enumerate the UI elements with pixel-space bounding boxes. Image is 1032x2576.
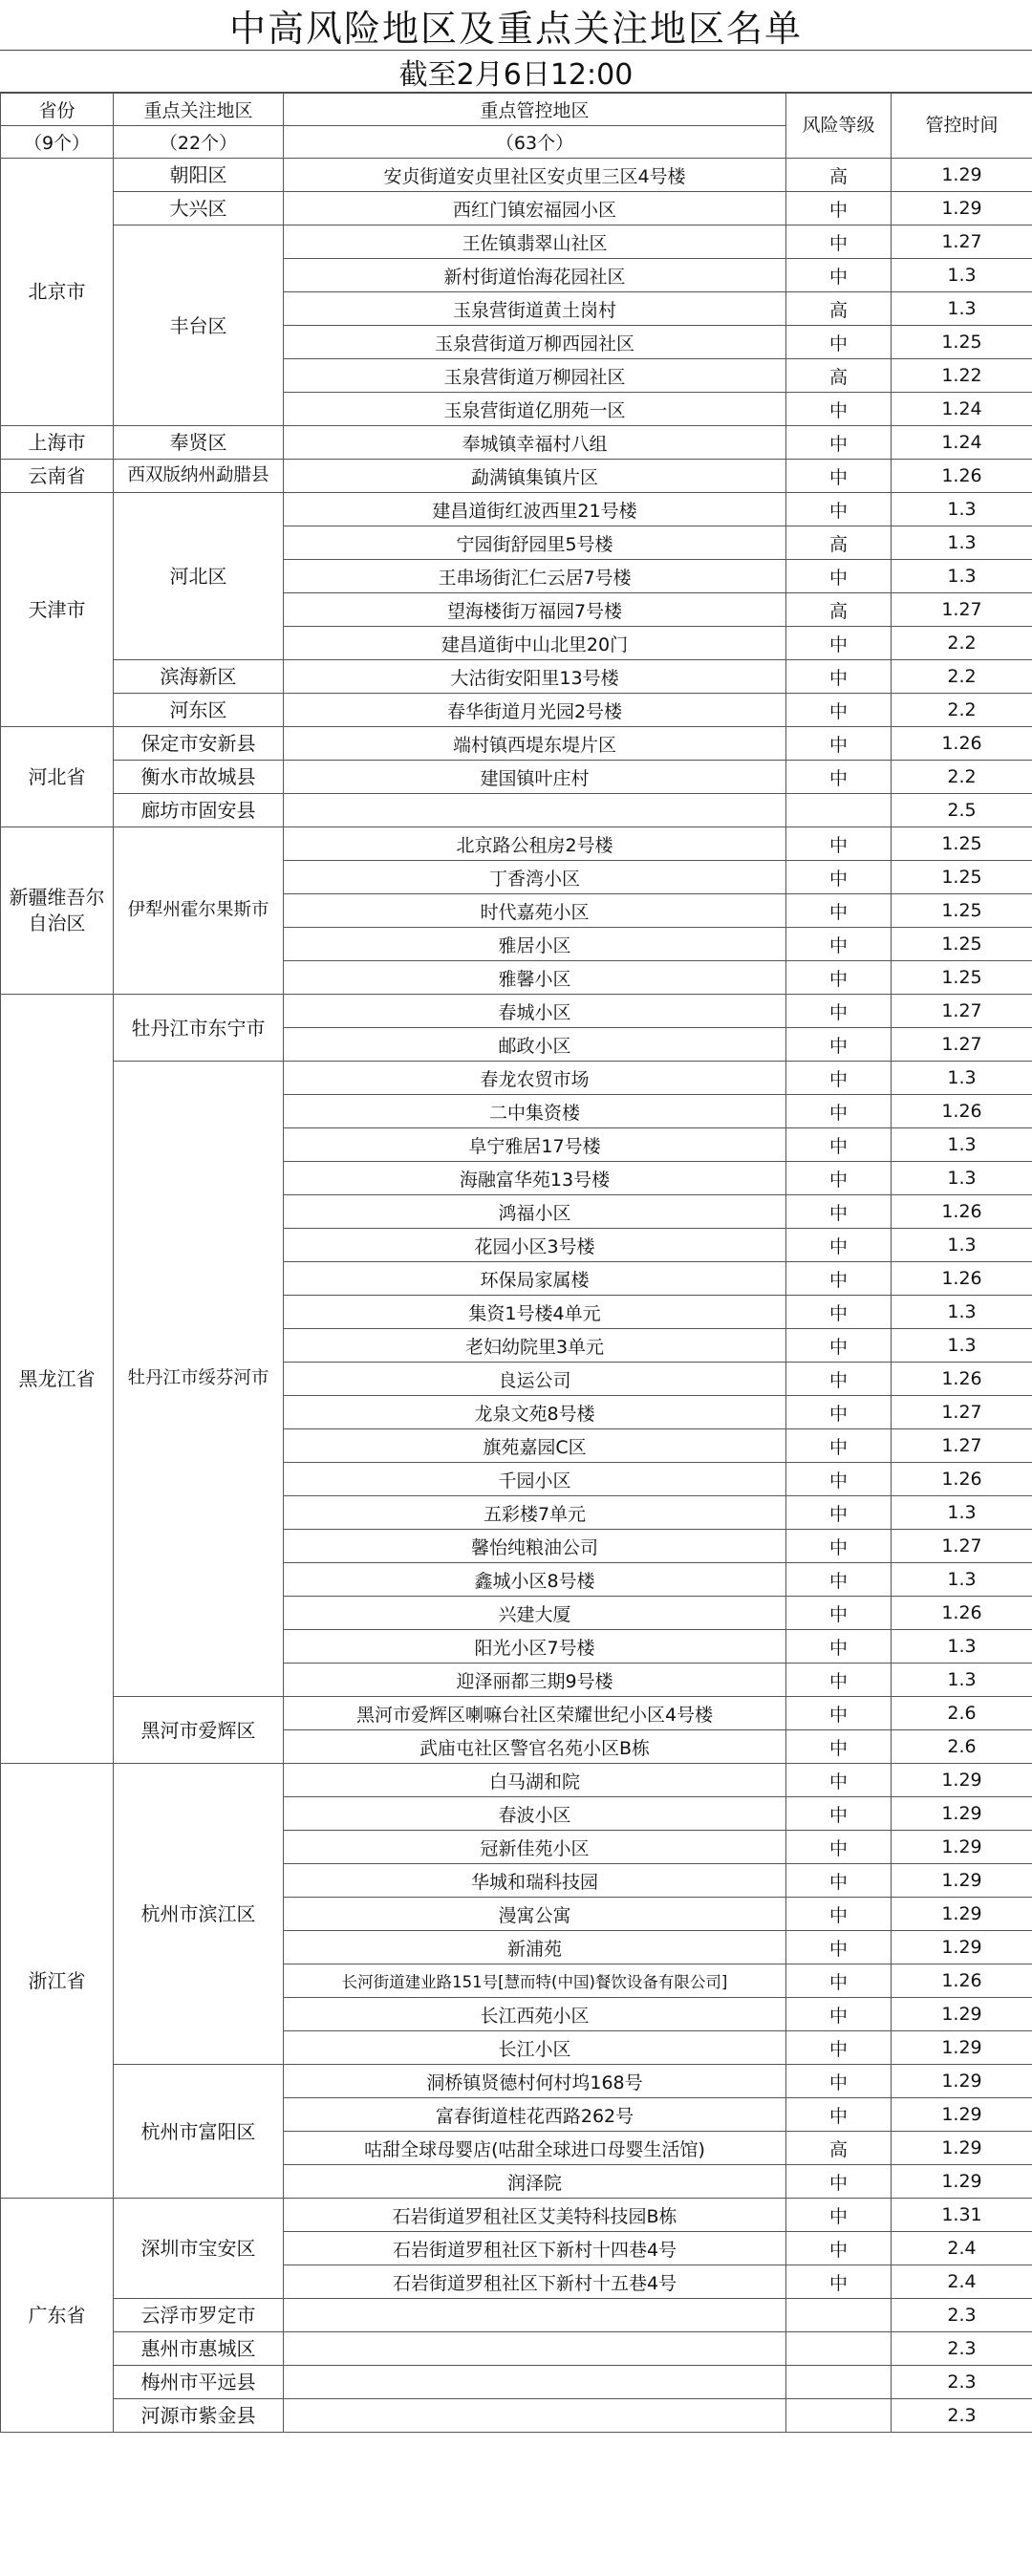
control-time-cell: 1.29 [892, 1864, 1032, 1898]
control-time-cell: 1.3 [892, 1296, 1032, 1329]
risk-level-cell: 中 [786, 192, 892, 225]
risk-area-table [0, 93, 1032, 2433]
control-area-cell: 迎泽丽都三期9号楼 [284, 1664, 786, 1697]
risk-level-cell [786, 2332, 892, 2366]
control-area-cell: 勐满镇集镇片区 [284, 460, 786, 493]
control-area-cell: 鸿福小区 [284, 1195, 786, 1229]
focus-area-cell: 牡丹江市东宁市 [114, 995, 284, 1062]
risk-level-cell: 中 [786, 1296, 892, 1329]
control-area-cell: 北京路公租房2号楼 [284, 827, 786, 861]
risk-level-cell: 中 [786, 1195, 892, 1229]
control-area-cell: 洞桥镇贤德村何村坞168号 [284, 2065, 786, 2098]
risk-level-cell: 中 [786, 1931, 892, 1964]
control-time-cell: 1.31 [892, 2199, 1032, 2232]
table-row [1, 727, 1032, 761]
control-time-cell: 1.29 [892, 2031, 1032, 2065]
table-row [1, 2366, 1032, 2399]
control-time-cell: 1.25 [892, 928, 1032, 961]
risk-level-cell: 中 [786, 1730, 892, 1764]
control-time-cell: 2.3 [892, 2366, 1032, 2399]
control-time-cell: 1.29 [892, 2098, 1032, 2132]
risk-level-cell: 中 [786, 1797, 892, 1831]
control-area-cell: 黑河市爱辉区喇嘛台社区荣耀世纪小区4号楼 [284, 1697, 786, 1730]
focus-area-cell: 丰台区 [114, 225, 284, 426]
control-area-cell: 长江西苑小区 [284, 1998, 786, 2031]
risk-level-cell: 中 [786, 1998, 892, 2031]
control-time-cell: 2.3 [892, 2399, 1032, 2433]
control-area-cell: 富春街道桂花西路262号 [284, 2098, 786, 2132]
as-of-subtitle: 截至2月6日12:00 [0, 52, 1032, 93]
risk-level-cell: 中 [786, 1396, 892, 1429]
control-time-cell: 1.29 [892, 2065, 1032, 2098]
header-focus-area: 重点关注地区 [114, 94, 284, 126]
risk-level-cell: 中 [786, 1463, 892, 1496]
control-area-cell: 海融富华苑13号楼 [284, 1162, 786, 1195]
control-area-cell: 雅居小区 [284, 928, 786, 961]
table-row [1, 827, 1032, 861]
control-time-cell: 1.3 [892, 292, 1032, 326]
risk-level-cell: 中 [786, 1363, 892, 1396]
focus-area-cell: 杭州市富阳区 [114, 2065, 284, 2199]
focus-area-cell: 牡丹江市绥芬河市 [114, 1062, 284, 1697]
control-time-cell: 1.26 [892, 1095, 1032, 1128]
control-time-cell: 1.3 [892, 1229, 1032, 1262]
control-time-cell: 1.29 [892, 1998, 1032, 2031]
control-area-cell: 时代嘉苑小区 [284, 894, 786, 928]
risk-level-cell: 中 [786, 1664, 892, 1697]
control-time-cell: 1.3 [892, 1128, 1032, 1162]
province-cell: 上海市 [1, 426, 114, 460]
control-area-cell: 华城和瑞科技园 [284, 1864, 786, 1898]
focus-area-cell: 云浮市罗定市 [114, 2299, 284, 2332]
control-time-cell: 1.26 [892, 1597, 1032, 1630]
risk-level-cell: 高 [786, 526, 892, 560]
control-area-cell: 端村镇西堤东堤片区 [284, 727, 786, 761]
control-time-cell: 1.25 [892, 861, 1032, 894]
table-row [1, 192, 1032, 225]
control-area-cell: 长江小区 [284, 2031, 786, 2065]
control-time-cell: 1.3 [892, 1563, 1032, 1597]
province-cell: 天津市 [1, 493, 114, 727]
control-area-cell: 馨怡纯粮油公司 [284, 1530, 786, 1563]
province-cell: 黑龙江省 [1, 995, 114, 1764]
control-time-cell: 1.3 [892, 1496, 1032, 1530]
control-time-cell: 1.3 [892, 1630, 1032, 1664]
control-time-cell: 1.29 [892, 1831, 1032, 1864]
control-area-cell: 阳光小区7号楼 [284, 1630, 786, 1664]
province-cell: 广东省 [1, 2199, 114, 2433]
control-area-cell: 环保局家属楼 [284, 1262, 786, 1296]
province-cell: 浙江省 [1, 1764, 114, 2199]
control-area-cell: 润泽院 [284, 2165, 786, 2199]
control-area-cell: 集资1号楼4单元 [284, 1296, 786, 1329]
table-row [1, 225, 1032, 259]
risk-level-cell: 中 [786, 1128, 892, 1162]
control-time-cell: 1.26 [892, 727, 1032, 761]
control-time-cell: 1.3 [892, 1329, 1032, 1363]
control-time-cell: 1.27 [892, 1429, 1032, 1463]
header-province: 省份 [1, 94, 114, 126]
focus-area-cell: 西双版纳州勐腊县 [114, 460, 284, 493]
control-area-cell: 良运公司 [284, 1363, 786, 1396]
risk-level-cell: 中 [786, 1630, 892, 1664]
control-area-cell: 建昌道街红波西里21号楼 [284, 493, 786, 526]
control-time-cell: 2.6 [892, 1730, 1032, 1764]
risk-level-cell: 中 [786, 827, 892, 861]
table-row [1, 159, 1032, 192]
risk-level-cell: 中 [786, 861, 892, 894]
focus-area-cell: 杭州市滨江区 [114, 1764, 284, 2065]
control-area-cell: 宁园街舒园里5号楼 [284, 526, 786, 560]
control-time-cell: 1.29 [892, 1797, 1032, 1831]
control-time-cell: 1.24 [892, 393, 1032, 426]
header-risk-level: 风险等级 [786, 94, 892, 159]
control-area-cell: 春波小区 [284, 1797, 786, 1831]
control-area-cell: 阜宁雅居17号楼 [284, 1128, 786, 1162]
control-time-cell: 1.3 [892, 1664, 1032, 1697]
risk-level-cell: 中 [786, 225, 892, 259]
control-time-cell: 1.24 [892, 426, 1032, 460]
risk-level-cell: 中 [786, 393, 892, 426]
control-time-cell: 1.29 [892, 2165, 1032, 2199]
control-time-cell: 1.29 [892, 159, 1032, 192]
control-time-cell: 1.25 [892, 894, 1032, 928]
focus-area-cell: 朝阳区 [114, 159, 284, 192]
table-row [1, 794, 1032, 827]
focus-area-cell: 河北区 [114, 493, 284, 660]
control-area-cell: 武庙屯社区警官名苑小区B栋 [284, 1730, 786, 1764]
control-time-cell: 1.27 [892, 593, 1032, 627]
risk-level-cell: 中 [786, 995, 892, 1028]
table-row [1, 460, 1032, 493]
control-time-cell: 1.3 [892, 560, 1032, 593]
control-time-cell: 2.5 [892, 794, 1032, 827]
province-cell: 河北省 [1, 727, 114, 827]
control-area-cell: 鑫城小区8号楼 [284, 1563, 786, 1597]
table-row [1, 2199, 1032, 2232]
control-area-cell: 兴建大厦 [284, 1597, 786, 1630]
control-area-cell: 新浦苑 [284, 1931, 786, 1964]
control-area-cell: 春龙农贸市场 [284, 1062, 786, 1095]
focus-area-cell: 黑河市爱辉区 [114, 1697, 284, 1764]
risk-level-cell: 中 [786, 259, 892, 292]
focus-area-cell: 深圳市宝安区 [114, 2199, 284, 2299]
risk-level-cell: 中 [786, 961, 892, 995]
control-area-cell [284, 794, 786, 827]
table-row [1, 1697, 1032, 1730]
control-time-cell: 1.27 [892, 995, 1032, 1028]
risk-level-cell: 高 [786, 359, 892, 393]
control-area-cell: 丁香湾小区 [284, 861, 786, 894]
control-area-cell: 建国镇叶庄村 [284, 761, 786, 794]
control-area-cell: 五彩楼7单元 [284, 1496, 786, 1530]
risk-level-cell: 中 [786, 1262, 892, 1296]
risk-level-cell [786, 2399, 892, 2433]
control-time-cell: 2.2 [892, 694, 1032, 727]
focus-area-cell: 惠州市惠城区 [114, 2332, 284, 2366]
focus-area-cell: 奉贤区 [114, 426, 284, 460]
control-area-cell: 二中集资楼 [284, 1095, 786, 1128]
focus-area-cell: 河源市紫金县 [114, 2399, 284, 2433]
control-area-cell: 王佐镇翡翠山社区 [284, 225, 786, 259]
risk-level-cell: 中 [786, 2098, 892, 2132]
control-area-cell: 奉城镇幸福村八组 [284, 426, 786, 460]
province-cell: 新疆维吾尔自治区 [1, 827, 114, 995]
control-area-cell: 西红门镇宏福园小区 [284, 192, 786, 225]
page-title: 中高风险地区及重点关注地区名单 [0, 0, 1032, 51]
control-time-cell: 2.3 [892, 2332, 1032, 2366]
control-time-cell: 1.29 [892, 1764, 1032, 1797]
control-area-cell: 白马湖和院 [284, 1764, 786, 1797]
control-time-cell: 1.29 [892, 1931, 1032, 1964]
control-time-cell: 2.4 [892, 2265, 1032, 2299]
table-row [1, 2332, 1032, 2366]
control-area-cell: 龙泉文苑8号楼 [284, 1396, 786, 1429]
risk-level-cell: 中 [786, 1764, 892, 1797]
control-time-cell: 1.29 [892, 1898, 1032, 1931]
risk-level-cell [786, 2299, 892, 2332]
risk-level-cell [786, 794, 892, 827]
table-row [1, 1062, 1032, 1095]
risk-level-cell: 中 [786, 426, 892, 460]
risk-level-cell: 中 [786, 1229, 892, 1262]
control-time-cell: 1.27 [892, 1396, 1032, 1429]
risk-level-cell: 中 [786, 1964, 892, 1998]
control-area-cell: 新村街道怡海花园社区 [284, 259, 786, 292]
control-time-cell: 1.26 [892, 460, 1032, 493]
risk-level-cell: 中 [786, 894, 892, 928]
control-area-cell: 雅馨小区 [284, 961, 786, 995]
risk-level-cell: 中 [786, 1496, 892, 1530]
risk-level-cell: 中 [786, 493, 892, 526]
control-time-cell: 1.26 [892, 1964, 1032, 1998]
table-row [1, 761, 1032, 794]
table-row [1, 694, 1032, 727]
focus-area-cell: 大兴区 [114, 192, 284, 225]
risk-level-cell: 中 [786, 1831, 892, 1864]
focus-area-cell: 滨海新区 [114, 660, 284, 694]
risk-level-cell: 中 [786, 1898, 892, 1931]
risk-level-cell: 中 [786, 694, 892, 727]
control-time-cell: 1.26 [892, 1363, 1032, 1396]
control-time-cell: 2.2 [892, 627, 1032, 660]
risk-level-cell: 高 [786, 2132, 892, 2165]
control-time-cell: 1.3 [892, 1162, 1032, 1195]
control-time-cell: 1.27 [892, 1028, 1032, 1062]
header-row [1, 94, 1032, 126]
table-row [1, 2299, 1032, 2332]
table-row [1, 426, 1032, 460]
risk-level-cell [786, 2366, 892, 2399]
control-area-cell: 咕甜全球母婴店(咕甜全球进口母婴生活馆) [284, 2132, 786, 2165]
control-time-cell: 1.25 [892, 961, 1032, 995]
risk-level-cell: 中 [786, 1597, 892, 1630]
focus-area-cell: 河东区 [114, 694, 284, 727]
control-area-cell: 冠新佳苑小区 [284, 1831, 786, 1864]
control-time-cell: 1.26 [892, 1463, 1032, 1496]
control-area-cell: 石岩街道罗租社区艾美特科技园B栋 [284, 2199, 786, 2232]
risk-level-cell: 中 [786, 1329, 892, 1363]
control-area-cell: 长河街道建业路151号[慧而特(中国)餐饮设备有限公司] [284, 1964, 786, 1998]
risk-level-cell: 中 [786, 1563, 892, 1597]
risk-level-cell: 中 [786, 326, 892, 359]
control-area-cell: 玉泉营街道黄土岗村 [284, 292, 786, 326]
focus-area-cell: 衡水市故城县 [114, 761, 284, 794]
risk-level-cell: 中 [786, 928, 892, 961]
control-time-cell: 2.2 [892, 660, 1032, 694]
control-area-cell: 建昌道街中山北里20门 [284, 627, 786, 660]
control-area-cell: 玉泉营街道亿朋苑一区 [284, 393, 786, 426]
focus-area-cell: 梅州市平远县 [114, 2366, 284, 2399]
risk-level-cell: 高 [786, 292, 892, 326]
table-row [1, 995, 1032, 1028]
control-time-cell: 2.4 [892, 2232, 1032, 2265]
risk-level-cell: 中 [786, 1062, 892, 1095]
focus-area-cell: 伊犁州霍尔果斯市 [114, 827, 284, 995]
control-time-cell: 2.2 [892, 761, 1032, 794]
risk-level-cell: 中 [786, 2265, 892, 2299]
control-time-cell: 1.3 [892, 526, 1032, 560]
control-area-cell: 漫寓公寓 [284, 1898, 786, 1931]
header-province-count: （9个） [1, 126, 114, 159]
risk-level-cell: 中 [786, 1028, 892, 1062]
risk-level-cell: 中 [786, 660, 892, 694]
risk-level-cell: 中 [786, 2065, 892, 2098]
control-time-cell: 1.27 [892, 1530, 1032, 1563]
risk-level-cell: 中 [786, 1697, 892, 1730]
risk-level-cell: 中 [786, 1162, 892, 1195]
control-time-cell: 1.3 [892, 1062, 1032, 1095]
focus-area-cell: 廊坊市固安县 [114, 794, 284, 827]
control-area-cell [284, 2299, 786, 2332]
control-area-cell: 石岩街道罗租社区下新村十五巷4号 [284, 2265, 786, 2299]
risk-level-cell: 中 [786, 1864, 892, 1898]
risk-level-cell: 高 [786, 159, 892, 192]
header-control-area: 重点管控地区 [284, 94, 786, 126]
control-area-cell: 望海楼街万福园7号楼 [284, 593, 786, 627]
risk-level-cell: 中 [786, 2031, 892, 2065]
risk-level-cell: 中 [786, 2165, 892, 2199]
control-area-cell: 旗苑嘉园C区 [284, 1429, 786, 1463]
risk-level-cell: 中 [786, 2232, 892, 2265]
control-area-cell: 千园小区 [284, 1463, 786, 1496]
control-area-cell: 老妇幼院里3单元 [284, 1329, 786, 1363]
header-control-time: 管控时间 [892, 94, 1032, 159]
control-area-cell: 王串场街汇仁云居7号楼 [284, 560, 786, 593]
table-row [1, 1764, 1032, 1797]
risk-level-cell: 中 [786, 727, 892, 761]
control-time-cell: 1.22 [892, 359, 1032, 393]
control-time-cell: 1.29 [892, 2132, 1032, 2165]
control-time-cell: 1.3 [892, 493, 1032, 526]
table-row [1, 2399, 1032, 2433]
table-body [1, 159, 1032, 2433]
control-area-cell [284, 2366, 786, 2399]
control-area-cell: 春华街道月光园2号楼 [284, 694, 786, 727]
control-area-cell: 石岩街道罗租社区下新村十四巷4号 [284, 2232, 786, 2265]
province-cell: 云南省 [1, 460, 114, 493]
control-time-cell: 2.3 [892, 2299, 1032, 2332]
control-time-cell: 1.29 [892, 192, 1032, 225]
control-time-cell: 2.6 [892, 1697, 1032, 1730]
table-row [1, 660, 1032, 694]
risk-level-cell: 高 [786, 593, 892, 627]
focus-area-cell: 保定市安新县 [114, 727, 284, 761]
control-area-cell: 邮政小区 [284, 1028, 786, 1062]
control-time-cell: 1.25 [892, 827, 1032, 861]
control-time-cell: 1.25 [892, 326, 1032, 359]
risk-level-cell: 中 [786, 627, 892, 660]
control-area-cell: 春城小区 [284, 995, 786, 1028]
risk-level-cell: 中 [786, 1429, 892, 1463]
province-cell: 北京市 [1, 159, 114, 426]
risk-level-cell: 中 [786, 2199, 892, 2232]
control-time-cell: 1.27 [892, 225, 1032, 259]
control-area-cell [284, 2399, 786, 2433]
control-time-cell: 1.26 [892, 1195, 1032, 1229]
table-row [1, 2065, 1032, 2098]
risk-level-cell: 中 [786, 560, 892, 593]
table-row [1, 493, 1032, 526]
control-area-cell: 玉泉营街道万柳西园社区 [284, 326, 786, 359]
control-area-cell: 花园小区3号楼 [284, 1229, 786, 1262]
control-area-cell [284, 2332, 786, 2366]
risk-level-cell: 中 [786, 761, 892, 794]
risk-level-cell: 中 [786, 1530, 892, 1563]
control-area-cell: 安贞街道安贞里社区安贞里三区4号楼 [284, 159, 786, 192]
control-time-cell: 1.26 [892, 1262, 1032, 1296]
control-area-cell: 大沽街安阳里13号楼 [284, 660, 786, 694]
control-time-cell: 1.3 [892, 259, 1032, 292]
risk-level-cell: 中 [786, 1095, 892, 1128]
risk-level-cell: 中 [786, 460, 892, 493]
header-control-count: （63个） [284, 126, 786, 159]
header-focus-count: （22个） [114, 126, 284, 159]
control-area-cell: 玉泉营街道万柳园社区 [284, 359, 786, 393]
